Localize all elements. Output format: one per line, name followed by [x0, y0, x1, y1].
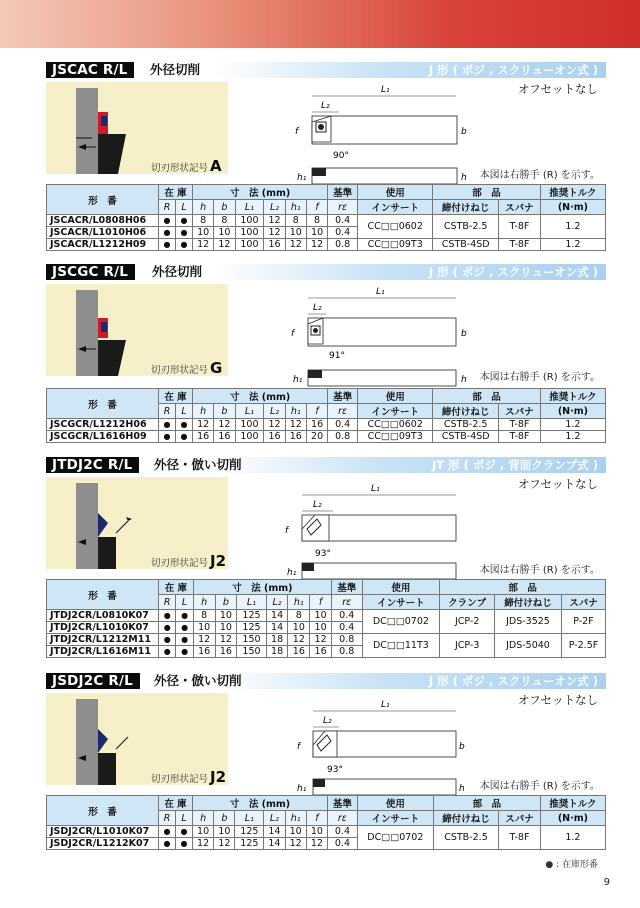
dim-L2: L₂ [313, 500, 322, 510]
right-hand-note: 本図は右勝手 (R) を示す。 [479, 781, 600, 792]
col-L1: L₁ [237, 595, 266, 610]
col-R: R [159, 200, 176, 215]
right-hand-note: 本図は右勝手 (R) を示す。 [479, 565, 600, 576]
col-use: 使用 [358, 389, 433, 404]
cell-insert: DC□□0702 [362, 610, 440, 634]
spec-table [46, 795, 606, 850]
cell-torque: 1.2 [540, 215, 605, 239]
col-re: rε [331, 595, 362, 610]
product-code: JSCGC R/L [46, 264, 135, 280]
cell-model: JSDJ2CR/L1212K07 [47, 838, 159, 850]
cell-L: ● [176, 227, 193, 239]
col-h: h [193, 595, 215, 610]
section-jtdj2c [46, 457, 606, 669]
cell-insert: CC□□0602 [358, 419, 433, 431]
shape-label-text: 切刃形状記号 [151, 163, 209, 174]
cell-h: 12 [193, 419, 214, 431]
cell-clamp: JCP-2 [440, 610, 495, 634]
right-hand-note: 本図は右勝手 (R) を示す。 [479, 170, 600, 181]
col-re: rε [328, 200, 358, 215]
cell-torque: 1.2 [540, 431, 605, 443]
cell-b: 12 [214, 239, 235, 251]
col-corner: 基準 [331, 580, 362, 595]
cell-model: JSDJ2CR/L1010K07 [47, 826, 159, 838]
section-description: 外径切削 [150, 62, 201, 77]
col-h1: h₁ [285, 811, 306, 826]
col-clamp: 締付けねじ [433, 404, 499, 419]
cell-h1: 10 [285, 826, 306, 838]
cell-b: 8 [214, 215, 235, 227]
cell-spanner: T-8F [499, 431, 541, 443]
cell-h: 10 [193, 227, 214, 239]
dim-L2: L₂ [321, 101, 330, 111]
dimension-drawing [271, 278, 471, 388]
cell-f: 10 [310, 622, 332, 634]
product-code: JSCAC R/L [46, 62, 134, 78]
cell-b: 12 [215, 634, 237, 646]
cell-L2: 14 [264, 838, 285, 850]
cutting-edge-shape-label [151, 157, 222, 175]
section-jsdj2c [46, 673, 606, 853]
cell-spanner: P-2.5F [561, 634, 605, 658]
approach-angle: 90° [333, 151, 349, 161]
dim-f: f [295, 127, 299, 137]
cell-h: 10 [192, 826, 213, 838]
col-spanner: スパナ [499, 404, 541, 419]
col-f: f [306, 404, 327, 419]
cell-b: 16 [215, 646, 237, 658]
col-spanner: スパナ [499, 200, 541, 215]
col-insert: インサート [358, 200, 433, 215]
cell-b: 12 [214, 419, 235, 431]
col-use [358, 185, 433, 200]
col-R: R [159, 404, 176, 419]
shape-label-text: 切刃形状記号 [151, 774, 209, 785]
cell-re: 0.4 [331, 622, 362, 634]
cutting-edge-shape-label [151, 552, 226, 570]
dim-h1: h₁ [293, 375, 303, 385]
cell-h1: 16 [288, 646, 310, 658]
col-use: 使用 [357, 796, 433, 811]
cell-clamp: CSTB-4SD [433, 239, 499, 251]
col-stock: 在 庫 [159, 389, 193, 404]
table-row [47, 431, 606, 443]
cell-screw: JDS-5040 [495, 634, 562, 658]
col-h1: h₁ [285, 200, 306, 215]
shape-symbol: J2 [210, 768, 227, 786]
col-use: 使用 [362, 580, 440, 595]
cutting-edge-shape-label [151, 359, 222, 377]
cell-R: ● [159, 419, 176, 431]
page-header-bar [0, 0, 640, 48]
cell-L1: 125 [237, 610, 266, 622]
spec-table [46, 579, 606, 658]
holder-type: J 形 ( ポジ , スクリューオン式 ) [428, 63, 598, 77]
cell-L: ● [175, 826, 192, 838]
col-L: L [176, 200, 193, 215]
product-code: JSDJ2C R/L [46, 673, 140, 689]
cell-model: JSCACR/L1010H06 [47, 227, 159, 239]
cell-re: 0.4 [328, 215, 358, 227]
col-parts: 部 品 [433, 796, 540, 811]
dim-b: b [461, 329, 467, 339]
cell-L: ● [176, 634, 193, 646]
cell-h1: 12 [288, 634, 310, 646]
col-L2: L₂ [264, 811, 285, 826]
cell-R: ● [159, 826, 176, 838]
cell-h1: 16 [285, 431, 306, 443]
cell-h1: 8 [288, 610, 310, 622]
cell-b: 12 [214, 838, 235, 850]
cell-f: 12 [306, 239, 327, 251]
cell-torque: 1.2 [540, 419, 605, 431]
cell-clamp: JCP-3 [440, 634, 495, 658]
cell-h: 12 [193, 239, 214, 251]
col-parts: 部 品 [433, 389, 540, 404]
table-row [47, 239, 606, 251]
dim-h: h [459, 784, 465, 794]
cell-insert: DC□□11T3 [362, 634, 440, 658]
cell-h1: 10 [288, 622, 310, 634]
col-clamp: 締付けねじ [433, 200, 499, 215]
section-jscac [46, 62, 606, 252]
section-description: 外径・倣い切削 [154, 673, 242, 688]
cell-spanner: T-8F [499, 215, 541, 239]
spec-table [46, 388, 606, 443]
cell-h: 16 [193, 646, 215, 658]
cell-L2: 12 [264, 215, 285, 227]
cell-L1: 150 [237, 646, 266, 658]
cell-R: ● [159, 239, 176, 251]
dim-f: f [285, 526, 289, 536]
col-b: b [214, 200, 235, 215]
col-stock: 在 庫 [159, 796, 193, 811]
cell-L2: 14 [264, 826, 285, 838]
col-model: 形 番 [47, 580, 159, 610]
cell-L1: 125 [237, 622, 266, 634]
cell-re: 0.4 [328, 419, 358, 431]
col-stock: 在 庫 [159, 185, 193, 200]
cell-re: 0.4 [328, 838, 358, 850]
cell-torque: 1.2 [540, 239, 605, 251]
table-row [47, 419, 606, 431]
cell-insert: CC□□09T3 [358, 239, 433, 251]
col-h: h [192, 811, 213, 826]
cell-b: 10 [215, 610, 237, 622]
section-description: 外径切削 [152, 264, 203, 279]
col-torque: 推奨トルク [540, 389, 605, 404]
cell-L2: 16 [264, 431, 285, 443]
cell-clamp: CSTB-2.5 [433, 419, 499, 431]
cell-h1: 12 [285, 838, 306, 850]
col-f: f [306, 811, 327, 826]
cell-L2: 18 [266, 634, 288, 646]
cell-L2: 16 [264, 239, 285, 251]
cell-insert: CC□□09T3 [358, 431, 433, 443]
offset-note: オフセットなし [517, 82, 598, 96]
cell-torque: 1.2 [540, 826, 605, 850]
cell-f: 12 [306, 838, 327, 850]
dim-L1: L₁ [381, 700, 390, 710]
dimension-drawing [271, 76, 471, 186]
cell-L: ● [176, 215, 193, 227]
col-L: L [176, 404, 193, 419]
cell-re: 0.8 [328, 239, 358, 251]
col-clamp: 締付けねじ [433, 811, 498, 826]
cell-model: JTDJ2CR/L1010K07 [47, 622, 159, 634]
cell-h: 16 [193, 431, 214, 443]
cell-L1: 100 [235, 239, 264, 251]
col-insert: インサート [358, 404, 433, 419]
cell-L2: 18 [266, 646, 288, 658]
col-L1: L₁ [235, 404, 264, 419]
col-corner: 基準 [328, 796, 358, 811]
cell-f: 10 [306, 826, 327, 838]
col-corner: 基準 [328, 389, 358, 404]
col-stock: 在 庫 [159, 580, 194, 595]
col-L2: L₂ [266, 595, 288, 610]
col-torque-unit: (N·m) [540, 200, 605, 215]
table-row [47, 215, 606, 227]
shape-symbol: G [210, 359, 223, 377]
right-hand-note: 本図は右勝手 (R) を示す。 [479, 372, 600, 383]
col-torque: 推奨トルク [540, 796, 605, 811]
dim-h1: h₁ [297, 173, 307, 183]
approach-angle: 93° [327, 765, 343, 775]
dim-h: h [461, 375, 467, 385]
cell-re: 0.4 [328, 227, 358, 239]
holder-type: J 形 ( ポジ , スクリューオン式 ) [428, 265, 598, 279]
cell-f: 16 [310, 646, 332, 658]
col-spanner: スパナ [499, 811, 541, 826]
col-b: b [214, 811, 235, 826]
dim-b: b [461, 127, 467, 137]
col-re: rε [328, 811, 358, 826]
cell-b: 10 [215, 622, 237, 634]
corner-label-1: 基準 [333, 188, 353, 199]
cell-clamp: CSTB-4SD [433, 431, 499, 443]
cell-L1: 125 [235, 838, 264, 850]
cell-insert: DC□□0702 [357, 826, 433, 850]
cutting-edge-shape-label [151, 768, 226, 786]
col-clamp: クランプ [440, 595, 495, 610]
cell-L2: 14 [266, 610, 288, 622]
cell-h1: 10 [285, 227, 306, 239]
cell-f: 10 [310, 610, 332, 622]
col-insert: インサート [362, 595, 440, 610]
cell-model: JSCGCR/L1616H09 [47, 431, 159, 443]
cell-re: 0.4 [331, 610, 362, 622]
page-number: 9 [603, 877, 610, 888]
cell-f: 16 [306, 419, 327, 431]
cell-L: ● [176, 431, 193, 443]
shape-symbol: A [210, 157, 222, 175]
cell-model: JSCACR/L0808H06 [47, 215, 159, 227]
dim-L2: L₂ [323, 716, 332, 726]
holder-type: J 形 ( ポジ , スクリューオン式 ) [428, 674, 598, 688]
col-R: R [159, 811, 176, 826]
col-L1: L₁ [235, 811, 264, 826]
cell-L2: 14 [266, 622, 288, 634]
cell-L: ● [176, 239, 193, 251]
cell-R: ● [159, 634, 176, 646]
approach-angle: 93° [315, 549, 331, 559]
dim-h1: h₁ [287, 568, 297, 578]
col-f: f [310, 595, 332, 610]
dim-L1: L₁ [371, 484, 380, 494]
cell-insert: CC□□0602 [358, 215, 433, 239]
cell-L1: 100 [235, 431, 264, 443]
col-model: 形 番 [47, 185, 159, 215]
cell-screw: JDS-3525 [495, 610, 562, 634]
col-parts: 部 品 [440, 580, 606, 595]
col-h1: h₁ [288, 595, 310, 610]
cell-f: 10 [306, 227, 327, 239]
cell-R: ● [159, 646, 176, 658]
cell-clamp: CSTB-2.5 [433, 215, 499, 239]
cell-L2: 12 [264, 419, 285, 431]
cell-L: ● [175, 838, 192, 850]
col-corner [328, 185, 358, 200]
dim-f: f [297, 742, 301, 752]
dim-L2: L₂ [313, 303, 322, 313]
dim-L1: L₁ [376, 287, 385, 297]
col-h1: h₁ [285, 404, 306, 419]
col-parts: 部 品 [433, 185, 540, 200]
cell-R: ● [159, 610, 176, 622]
cell-spanner: T-8F [499, 239, 541, 251]
cell-R: ● [159, 622, 176, 634]
cell-b: 16 [214, 431, 235, 443]
cell-R: ● [159, 431, 176, 443]
col-L: L [175, 811, 192, 826]
shape-label-text: 切刃形状記号 [151, 365, 209, 376]
dimension-drawing [271, 471, 471, 581]
offset-note: オフセットなし [517, 477, 598, 491]
col-torque: 推奨トルク [540, 185, 605, 200]
dim-f: f [291, 329, 295, 339]
cell-b: 10 [214, 826, 235, 838]
cell-h: 8 [193, 610, 215, 622]
col-insert: インサート [357, 811, 433, 826]
col-screw: 締付けねじ [495, 595, 562, 610]
dim-h: h [461, 173, 467, 183]
section-jscgc [46, 264, 606, 444]
col-b: b [214, 404, 235, 419]
col-L2: L₂ [264, 404, 285, 419]
col-dims: 寸 法 (mm) [192, 796, 327, 811]
col-h: h [193, 404, 214, 419]
cell-L1: 100 [235, 419, 264, 431]
cell-R: ● [159, 227, 176, 239]
cell-f: 12 [310, 634, 332, 646]
col-re: rε [328, 404, 358, 419]
cell-re: 0.8 [328, 431, 358, 443]
dim-h1: h₁ [297, 784, 307, 794]
col-L1: L₁ [235, 200, 264, 215]
col-torque-unit: (N·m) [540, 811, 605, 826]
dim-L1: L₁ [381, 85, 390, 95]
col-f: f [306, 200, 327, 215]
col-L: L [176, 595, 193, 610]
cell-model: JSCACR/L1212H09 [47, 239, 159, 251]
cell-L1: 125 [235, 826, 264, 838]
col-dims: 寸 法 (mm) [193, 185, 328, 200]
spec-table [46, 184, 606, 251]
col-torque-unit: (N·m) [540, 404, 605, 419]
cell-model: JSCGCR/L1212H06 [47, 419, 159, 431]
cell-b: 10 [214, 227, 235, 239]
product-code: JTDJ2C R/L [46, 457, 139, 473]
section-description: 外径・倣い切削 [154, 457, 242, 472]
cell-spanner: T-8F [499, 826, 541, 850]
table-row [47, 610, 606, 622]
cell-L: ● [176, 419, 193, 431]
shape-label-text: 切刃形状記号 [151, 558, 209, 569]
offset-note: オフセットなし [517, 693, 598, 707]
cell-h1: 8 [285, 215, 306, 227]
table-row [47, 826, 606, 838]
col-R: R [159, 595, 176, 610]
col-dims: 寸 法 (mm) [193, 389, 328, 404]
col-L2: L₂ [264, 200, 285, 215]
cell-h: 10 [193, 622, 215, 634]
cell-re: 0.8 [331, 646, 362, 658]
stock-legend: ● : 在庫形番 [545, 860, 598, 870]
cell-re: 0.4 [328, 826, 358, 838]
shape-symbol: J2 [210, 552, 227, 570]
cell-L: ● [176, 610, 193, 622]
cell-L: ● [176, 646, 193, 658]
col-model: 形 番 [47, 796, 159, 826]
holder-type: JT 形 ( ポジ , 背面クランプ式 ) [431, 458, 598, 472]
cell-model: JTDJ2CR/L1212M11 [47, 634, 159, 646]
cell-model: JTDJ2CR/L0810K07 [47, 610, 159, 622]
cell-R: ● [159, 838, 176, 850]
cell-spanner: P-2F [561, 610, 605, 634]
cell-h1: 12 [285, 239, 306, 251]
cell-re: 0.8 [331, 634, 362, 646]
cell-L2: 12 [264, 227, 285, 239]
cell-f: 20 [306, 431, 327, 443]
cell-h1: 12 [285, 419, 306, 431]
dimension-drawing [271, 687, 471, 797]
cell-h: 12 [193, 634, 215, 646]
cell-clamp: CSTB-2.5 [433, 826, 498, 850]
cell-spanner: T-8F [499, 419, 541, 431]
cell-L1: 100 [235, 227, 264, 239]
table-row [47, 634, 606, 646]
col-model: 形 番 [47, 389, 159, 419]
col-h: h [193, 200, 214, 215]
cell-R: ● [159, 215, 176, 227]
cell-f: 8 [306, 215, 327, 227]
col-b: b [215, 595, 237, 610]
approach-angle: 91° [329, 351, 345, 361]
cell-L1: 100 [235, 215, 264, 227]
use-label-1: 使用 [385, 188, 405, 199]
cell-L1: 150 [237, 634, 266, 646]
col-spanner: スパナ [561, 595, 605, 610]
cell-model: JTDJ2CR/L1616M11 [47, 646, 159, 658]
cell-h: 12 [192, 838, 213, 850]
dim-b: b [459, 742, 465, 752]
cell-h: 8 [193, 215, 214, 227]
cell-L: ● [176, 622, 193, 634]
col-dims: 寸 法 (mm) [193, 580, 331, 595]
